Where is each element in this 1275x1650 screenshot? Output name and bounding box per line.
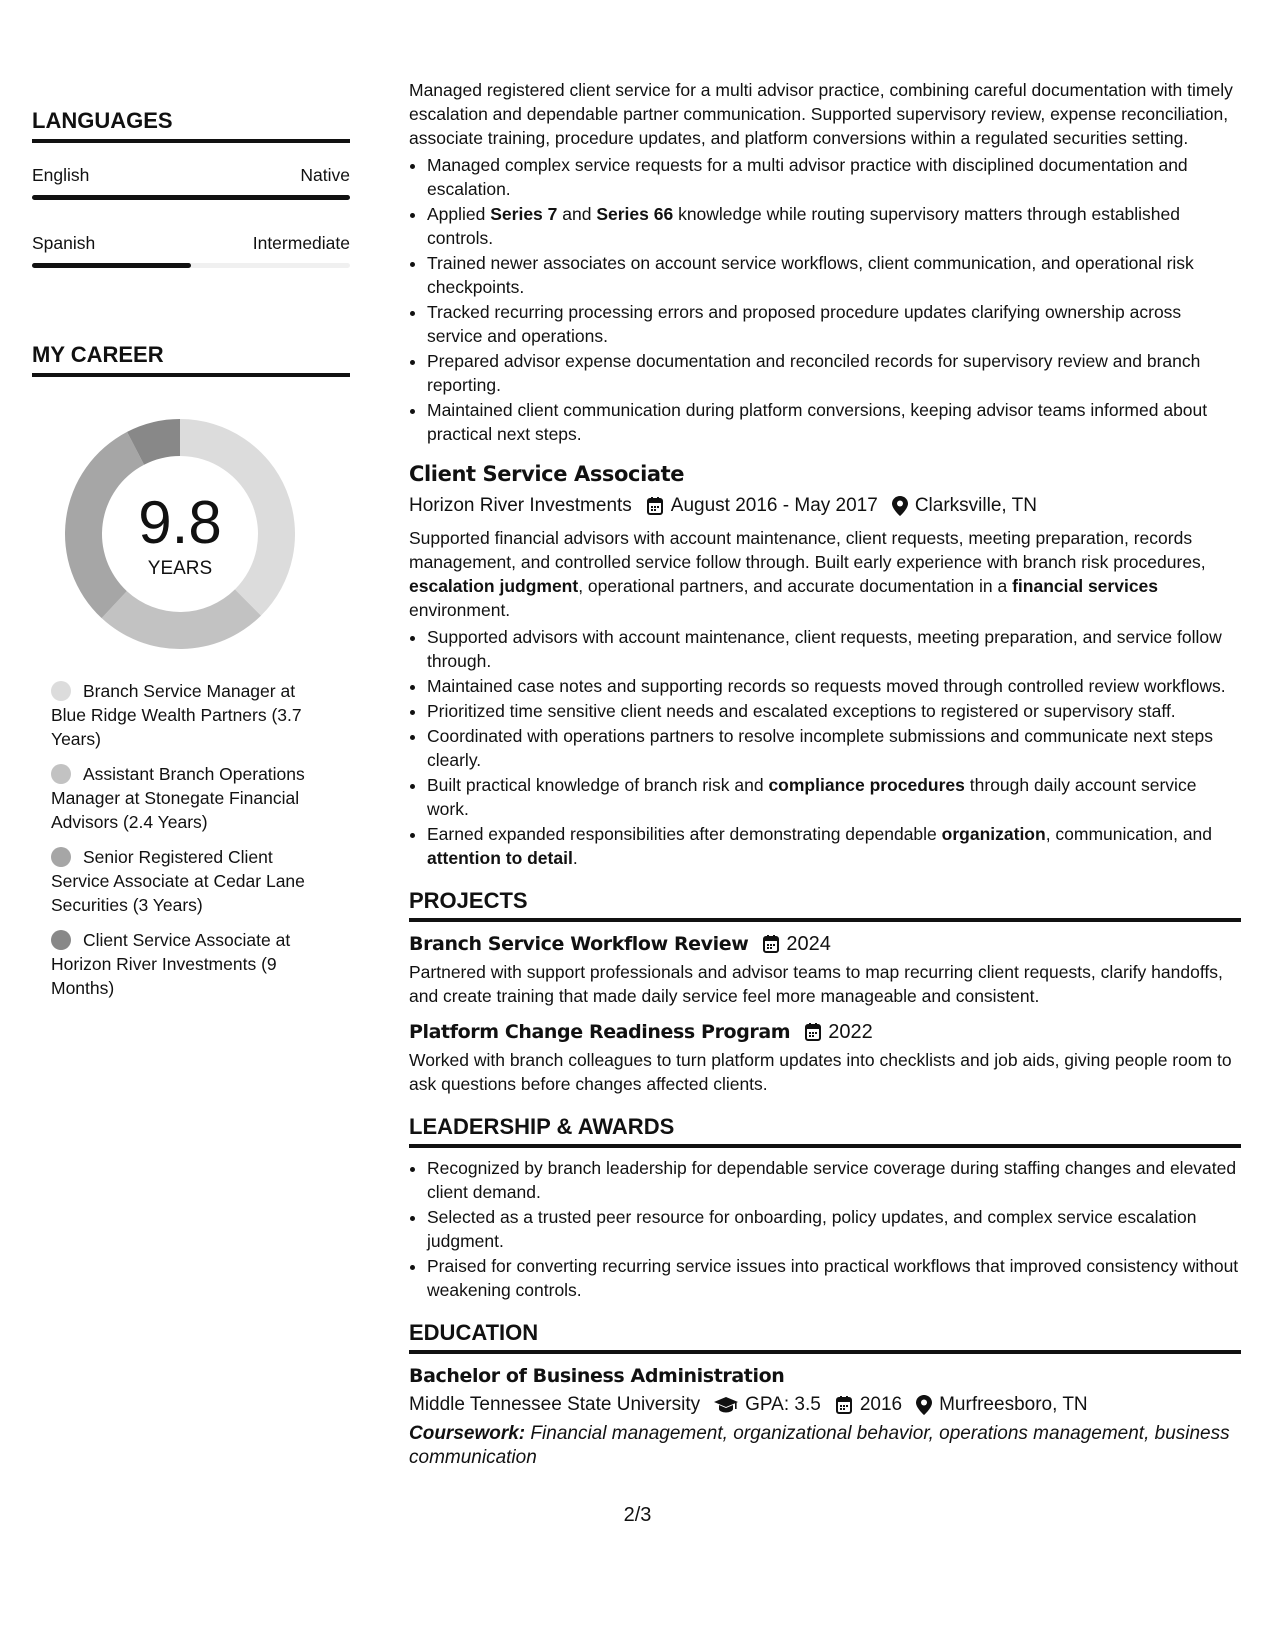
bullet-item [427,724,1241,772]
bullet-text: Recognized by branch leadership for dependable service coverage during staffing changes and elevated client demand. [427,1158,1237,1202]
career-legend [51,679,331,1000]
bullet-text: and [557,204,597,224]
project-year: 2022 [828,1021,873,1043]
bullet-item [427,251,1241,299]
education-meta [409,1392,1241,1418]
career-donut-segment [102,589,261,649]
career-legend-item [51,845,331,917]
bullet-text: through daily account service work. [427,775,1197,819]
job-bullets [409,625,1241,870]
location-pin-icon [916,1395,932,1415]
summary-emphasis: financial services [1012,576,1159,596]
bullet-emphasis: organization [941,824,1046,844]
legend-dot [51,764,71,784]
graduation-year: 2016 [859,1394,903,1415]
calendar-icon [835,1395,853,1415]
languages-heading: LANGUAGES [32,106,350,143]
bullet-text: Selected as a trusted peer resource for onboarding, policy updates, and complex service escalation judgment. [427,1207,1197,1251]
job-title: Client Service Associate [409,462,685,486]
career-role-text: Client Service Associate at Horizon River Investments (9 Months) [51,930,291,998]
bullet-text: Trained newer associates on account service workflows, client communication, and operational risk checkpoints. [427,253,1194,297]
legend-dot [51,681,71,701]
career-total-unit: YEARS [147,558,213,579]
language-level: Native [300,165,350,185]
bullet-emphasis: Series 7 [490,204,558,224]
legend-dot [51,930,71,950]
language-name: English [32,165,90,185]
project-title: Platform Change Readiness Program [409,1021,791,1043]
bullet-text: Tracked recurring processing errors and proposed procedure updates clarifying ownership across service and operations. [427,302,1182,346]
project-title: Branch Service Workflow Review [409,933,749,955]
coursework-text: Financial management, organizational behavior, operations management, business communication [409,1423,1230,1468]
bullet-text: Built practical knowledge of branch risk and [427,775,769,795]
bullet-item [427,822,1241,870]
main-content [409,78,1241,1470]
career-legend-item [51,679,331,751]
bullet-text: Managed complex service requests for a multi advisor practice with disciplined documentation and escalation. [427,155,1188,199]
language-name: Spanish [32,233,96,253]
project-year: 2024 [786,933,831,955]
coursework-label: Coursework: [409,1423,526,1444]
language-proficiency-bar [32,263,350,268]
bullet-text: Maintained case notes and supporting records so requests moved through controlled review workflows. [427,676,1226,696]
calendar-icon [804,1022,822,1042]
bullet-item [427,674,1241,698]
career-role-text: Assistant Branch Operations Manager at Stonegate Financial Advisors (2.4 Years) [51,764,305,832]
education-heading: EDUCATION [409,1318,1241,1354]
summary-text: , operational partners, and accurate documentation in a [578,576,1013,596]
school-location: Murfreesboro, TN [939,1394,1088,1415]
previous-job-summary: Managed registered client service for a multi advisor practice, combining careful documentation with timely escalation and dependable partner communication. Supported supervisory review, expense reconciliation, associate training, procedure updates, and platform conversions within a regulated securities setting. [409,80,1233,148]
leadership-bullets [409,1156,1241,1302]
bullet-item [427,699,1241,723]
career-legend-item [51,762,331,834]
bullet-item [427,1156,1241,1204]
career-legend-item [51,928,331,1000]
bullet-text: Applied [427,204,491,224]
summary-emphasis: escalation judgment [409,576,579,596]
bullet-emphasis: Series 66 [596,204,674,224]
projects-heading: PROJECTS [409,886,1241,922]
bullet-item [427,1254,1241,1302]
bullet-item [427,625,1241,673]
language-level: Intermediate [252,233,350,253]
summary-text: environment. [409,600,511,620]
job-dates: August 2016 - May 2017 [670,495,878,516]
bullet-text: . [572,848,578,868]
graduation-cap-icon [714,1396,738,1414]
bullet-item [427,202,1241,250]
coursework [409,1422,1241,1470]
language-item [32,231,350,268]
project-item [409,1019,1241,1096]
location-pin-icon [892,496,908,516]
career-role-text: Branch Service Manager at Blue Ridge Wealth Partners (3.7 Years) [51,681,302,749]
bullet-text: knowledge while routing supervisory matters through established controls. [427,204,1181,248]
sidebar [32,106,350,1011]
bullet-text: Coordinated with operations partners to resolve incomplete submissions and communicate next steps clearly. [427,726,1213,770]
bullet-item [427,398,1241,446]
career-heading: MY CAREER [32,340,350,377]
degree-title: Bachelor of Business Administration [409,1365,785,1387]
bullet-item [427,300,1241,348]
calendar-icon [762,934,780,954]
bullet-text: , communication, and [1045,824,1213,844]
bullet-item [427,773,1241,821]
job-location: Clarksville, TN [914,495,1037,516]
project-description: Worked with branch colleagues to turn platform updates into checklists and job aids, giving people room to ask questions before changes affected clients. [409,1050,1232,1094]
language-item [32,163,350,200]
project-item [409,931,1241,1008]
company-name: Horizon River Investments [409,495,632,516]
career-role-text: Senior Registered Client Service Associate at Cedar Lane Securities (3 Years) [51,847,305,915]
bullet-item [427,153,1241,201]
language-proficiency-fill [32,263,191,268]
bullet-item [427,1205,1241,1253]
legend-dot [51,847,71,867]
bullet-text: Prioritized time sensitive client needs and escalated exceptions to registered or supervisory staff. [427,701,1176,721]
page-number: 2/3 [623,1504,652,1526]
bullet-text: Supported advisors with account maintenance, client requests, meeting preparation, and service follow through. [427,627,1222,671]
career-donut-chart [65,419,295,649]
gpa: GPA: 3.5 [745,1394,821,1415]
bullet-text: Maintained client communication during platform conversions, keeping advisor teams informed about practical next steps. [427,400,1208,444]
language-proficiency-fill [32,195,350,200]
previous-job-bullets [409,153,1241,446]
bullet-text: Praised for converting recurring service issues into practical workflows that improved consistency without weakening controls. [427,1256,1239,1300]
job-summary [409,526,1241,622]
language-proficiency-bar [32,195,350,200]
calendar-icon [646,496,664,516]
summary-text: Supported financial advisors with account maintenance, client requests, meeting preparation, records management, and controlled service follow through. Built early experience with branch risk procedures, [409,528,1206,572]
bullet-item [427,349,1241,397]
bullet-emphasis: compliance procedures [768,775,965,795]
bullet-text: Earned expanded responsibilities after demonstrating dependable [427,824,942,844]
bullet-emphasis: attention to detail [427,848,573,868]
career-total-value: 9.8 [138,489,222,556]
bullet-text: Prepared advisor expense documentation and reconciled records for supervisory review and branch reporting. [427,351,1201,395]
school-name: Middle Tennessee State University [409,1394,701,1415]
project-description: Partnered with support professionals and advisor teams to map recurring client requests, clarify handoffs, and create training that made daily service feel more manageable and consistent. [409,962,1223,1006]
leadership-heading: LEADERSHIP & AWARDS [409,1112,1241,1148]
job-meta [409,493,1241,519]
